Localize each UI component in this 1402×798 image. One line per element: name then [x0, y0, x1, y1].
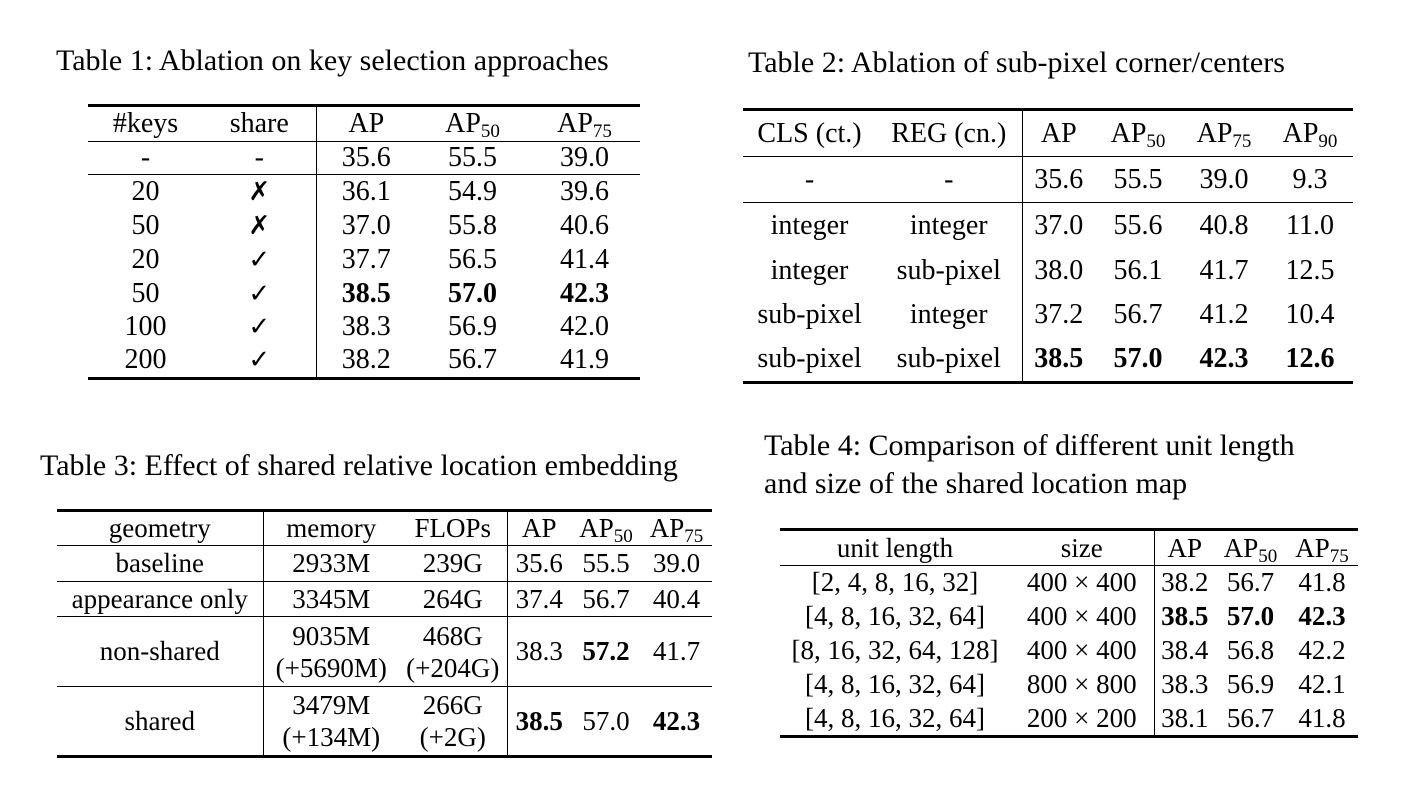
table-cell: 42.3 [560, 277, 609, 309]
table-cell: 55.8 [448, 209, 497, 241]
table-cell: integer [876, 293, 1022, 337]
table3-header: AP [521, 513, 557, 543]
table1-header: AP [348, 108, 385, 139]
table-cell: 55.6 [1113, 209, 1163, 241]
table-cell: 50 [131, 277, 160, 309]
table-cell: [4, 8, 16, 32, 64] [805, 702, 985, 733]
table-row [88, 243, 640, 277]
table-cell: 38.5 [1161, 601, 1209, 631]
table4-caption-line1: Table 4: Comparison of different unit length [764, 429, 1295, 462]
table1-header: $AP_{50}$ [445, 108, 500, 142]
table4-header: AP [1167, 532, 1202, 563]
table-cell: 3345M [292, 583, 371, 614]
table-cell: 37.4 [515, 583, 563, 614]
table-cell [399, 617, 507, 687]
table-cell: integer [770, 209, 849, 241]
table3-header: geometry [57, 511, 263, 546]
table-row [743, 293, 1353, 337]
table-cell: 38.2 [1161, 567, 1209, 598]
memory-delta: (+5690M) [275, 652, 387, 683]
table2-caption: Table 2: Ablation of sub-pixel corner/centers [748, 46, 1285, 79]
table-cell: 41.2 [1199, 298, 1249, 330]
table-cell: 35.6 [1034, 163, 1084, 195]
table-cell: 57.0 [582, 705, 630, 736]
table-cell: - [140, 142, 151, 173]
table-cell: 56.7 [1113, 298, 1163, 330]
table-cell: 37.7 [341, 243, 391, 275]
table-cell: 41.8 [1298, 702, 1346, 733]
table-cell: 42.3 [1199, 342, 1249, 374]
table-cell [263, 687, 399, 757]
table-cell: 56.8 [1226, 635, 1275, 665]
table-cell: 36.1 [341, 175, 391, 207]
table-cell: 55.5 [582, 548, 630, 578]
table-cell: 42.3 [1298, 601, 1346, 631]
table-row [57, 687, 712, 757]
table-row [743, 157, 1353, 203]
table3-header: $AP_{75}$ [649, 513, 704, 547]
table2-header: CLS (ct.) [757, 117, 862, 149]
table4 [780, 528, 1358, 738]
table-cell: 57.0 [1113, 342, 1163, 374]
table-cell: [2, 4, 8, 16, 32] [811, 567, 979, 598]
table3-header: $AP_{50}$ [579, 513, 633, 547]
table-cell: 200 [124, 344, 167, 376]
table-cell: 12.6 [1285, 342, 1335, 374]
table-cell: 400 × 400 [1010, 566, 1154, 600]
memory-value: 3479M [292, 690, 371, 720]
table2-header: $AP_{50}$ [1110, 117, 1166, 152]
table-cell: 38.3 [515, 636, 563, 666]
table-cell: sub-pixel [876, 249, 1022, 293]
table-row [57, 582, 712, 617]
table-cell: 37.2 [1034, 298, 1084, 330]
table-cell: 38.5 [515, 705, 563, 736]
table-row [57, 546, 712, 582]
table-cell: 40.4 [652, 583, 701, 614]
table1-caption: Table 1: Ablation on key selection approaches [56, 44, 609, 77]
table3-header: memory [286, 513, 377, 543]
table-cell: 39.6 [560, 175, 609, 207]
table1 [88, 104, 640, 380]
table-cell: 35.6 [515, 548, 563, 578]
table-cell: 41.7 [1199, 254, 1249, 286]
table-row [88, 142, 640, 175]
table-cell [263, 617, 399, 687]
memory-delta: (+134M) [282, 722, 381, 752]
table-cell: 800 × 800 [1010, 668, 1154, 702]
table-cell: 50 [131, 209, 160, 241]
table2-header: REG (cn.) [876, 110, 1022, 157]
flops-delta: (+204G) [406, 652, 500, 683]
table-cell: 39.0 [560, 142, 609, 173]
check-mark-icon: ✓ [203, 311, 316, 344]
table4-header: $AP_{50}$ [1223, 532, 1278, 567]
table-cell: 55.5 [1113, 163, 1163, 195]
table-cell: 41.7 [652, 636, 701, 666]
table-cell: non-shared [57, 617, 263, 687]
table-cell: 42.1 [1298, 669, 1346, 699]
table-row [88, 277, 640, 311]
table-cell: 42.0 [560, 311, 609, 342]
table-cell: sub-pixel [757, 342, 862, 374]
table-cell: 41.8 [1298, 567, 1346, 598]
table-cell: 41.4 [560, 243, 609, 275]
table-cell: 35.6 [341, 142, 391, 173]
table-cell: 39.0 [652, 548, 701, 578]
table-row [780, 634, 1358, 668]
table-cell: 39.0 [1199, 163, 1249, 195]
table-cell: 37.0 [1034, 209, 1084, 241]
table-cell: 56.7 [448, 344, 497, 376]
table-cell: 12.5 [1285, 254, 1335, 286]
table-cell: 56.7 [1226, 702, 1275, 733]
table-cell: 57.0 [448, 277, 497, 309]
table3-header: FLOPs [399, 511, 507, 546]
table3-header-row [57, 511, 712, 546]
table-row [743, 249, 1353, 293]
table2-header: $AP_{75}$ [1196, 117, 1252, 152]
table-cell: [4, 8, 16, 32, 64] [805, 669, 985, 699]
table-cell: appearance only [57, 582, 263, 617]
table-cell: 38.2 [341, 344, 391, 376]
table-cell: 40.8 [1199, 209, 1249, 241]
table-cell: baseline [57, 546, 263, 582]
table-cell: 2933M [292, 548, 371, 578]
table-cell: 264G [399, 582, 507, 617]
table-cell: 9.3 [1292, 163, 1328, 195]
check-mark-icon: ✓ [203, 243, 316, 277]
table2 [743, 108, 1353, 384]
table-cell: 37.0 [341, 209, 391, 241]
table3-caption: Table 3: Effect of shared relative location embedding [40, 449, 678, 482]
table-cell: 56.9 [448, 311, 497, 342]
table-cell: 56.9 [1226, 669, 1275, 699]
table-cell: sub-pixel [876, 337, 1022, 383]
table-cell: 41.9 [560, 344, 609, 376]
table-cell: 400 × 400 [1010, 600, 1154, 634]
table-cell: 10.4 [1285, 298, 1335, 330]
table-cell: 38.3 [341, 311, 391, 342]
table-cell: - [203, 142, 316, 175]
table-row [88, 311, 640, 344]
table4-caption-line2: and size of the shared location map [764, 467, 1188, 500]
table-cell: 200 × 200 [1010, 702, 1154, 737]
table-cell: 239G [399, 546, 507, 582]
table1-header-row [88, 106, 640, 142]
table-cell: 38.1 [1161, 702, 1209, 733]
table2-header: AP [1040, 117, 1077, 149]
table-cell: 56.7 [1226, 567, 1275, 598]
table-cell: 55.5 [448, 142, 497, 173]
table-cell: integer [876, 203, 1022, 249]
table-row [780, 702, 1358, 737]
check-mark-icon: ✓ [203, 277, 316, 311]
table-cell: 38.0 [1034, 254, 1084, 286]
table-cell: 38.5 [1034, 342, 1084, 374]
table-row [57, 617, 712, 687]
table-row [88, 209, 640, 243]
table-row [780, 566, 1358, 600]
table3 [57, 509, 712, 758]
flops-value: 468G [422, 620, 483, 651]
table-row [743, 337, 1353, 383]
cross-mark-icon: ✗ [203, 175, 316, 209]
table4-header-row [780, 530, 1358, 566]
table-cell: 11.0 [1286, 209, 1334, 241]
table-cell: 42.2 [1298, 635, 1346, 665]
table-cell: 38.3 [1161, 669, 1209, 699]
flops-value: 266G [422, 690, 483, 720]
table-row [780, 668, 1358, 702]
table-cell: 20 [131, 175, 160, 207]
table-cell: 38.4 [1161, 635, 1209, 665]
table-cell: 400 × 400 [1010, 634, 1154, 668]
table-row [88, 175, 640, 209]
table-cell: 100 [124, 311, 167, 342]
table-cell: integer [770, 254, 849, 286]
table-cell: 57.0 [1226, 601, 1275, 631]
table-cell: 42.3 [652, 705, 701, 736]
table-cell: 57.2 [582, 636, 630, 666]
flops-delta: (+2G) [419, 722, 486, 752]
table-row [780, 600, 1358, 634]
table-cell: 20 [131, 243, 160, 275]
table-cell: 56.7 [582, 583, 630, 614]
check-mark-icon: ✓ [203, 344, 316, 379]
table-cell: 38.5 [341, 277, 391, 309]
memory-value: 9035M [292, 620, 371, 651]
table-cell: 56.1 [1113, 254, 1163, 286]
table4-header: size [1010, 530, 1154, 566]
table1-header: share [203, 106, 316, 142]
table4-header: $AP_{75}$ [1295, 532, 1349, 567]
table-cell: 56.5 [448, 243, 497, 275]
table1-header: $AP_{75}$ [557, 108, 612, 142]
table-cell [399, 687, 507, 757]
table-cell: [4, 8, 16, 32, 64] [805, 601, 985, 631]
table-row [88, 344, 640, 379]
table-cell: - [876, 157, 1022, 203]
table-cell: 54.9 [448, 175, 497, 207]
table2-header-row [743, 110, 1353, 157]
table-cell: sub-pixel [757, 298, 862, 330]
table2-header: $AP_{90}$ [1282, 117, 1338, 152]
table1-header: #keys [112, 108, 179, 139]
table-cell: shared [57, 687, 263, 757]
table-cell: - [804, 163, 815, 195]
table-row [743, 203, 1353, 249]
table4-header: unit length [836, 532, 954, 563]
table-cell: [8, 16, 32, 64, 128] [791, 635, 999, 665]
table-cell: 40.6 [560, 209, 609, 241]
cross-mark-icon: ✗ [203, 209, 316, 243]
